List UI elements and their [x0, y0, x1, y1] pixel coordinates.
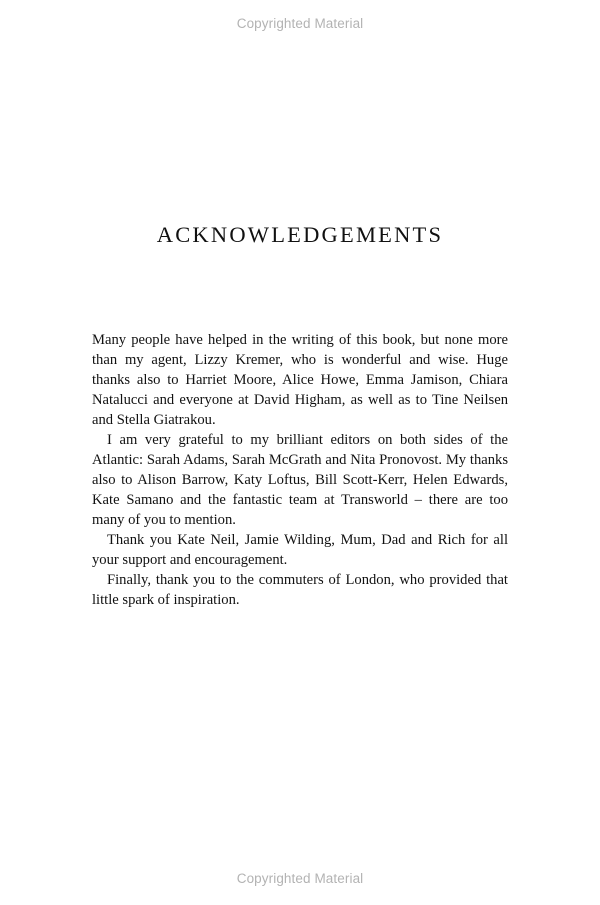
paragraph-editors: I am very grateful to my brilliant editors on both sides of the Atlantic: Sarah Adams, Sarah McGrath and Nita Pronovost. My thanks also to Alison Barrow, Katy Loftus, Bill Scott-Kerr, Helen Edwards, Kate Samano and the fantastic team at Transworld – there are too many of you to mention. [92, 432, 508, 528]
paragraph-agents: Many people have helped in the writing of this book, but none more than my agent, Lizzy Kremer, who is wonderful and wise. Huge thanks also to Harriet Moore, Alice Howe, Emma Jamison, Chiara Natalucci and everyone at David Higham, as well as to Tine Neilsen and Stella Giatrakou. [92, 332, 508, 428]
paragraph-family: Thank you Kate Neil, Jamie Wilding, Mum, Dad and Rich for all your support and encouragement. [92, 532, 508, 568]
page-heading: ACKNOWLEDGEMENTS [156, 222, 444, 247]
acknowledgements-body [92, 330, 508, 610]
paragraph-commuters: Finally, thank you to the commuters of London, who provided that little spark of inspiration. [92, 572, 508, 608]
copyright-watermark-top: Copyrighted Material [236, 16, 364, 31]
copyright-watermark-bottom: Copyrighted Material [236, 871, 364, 886]
